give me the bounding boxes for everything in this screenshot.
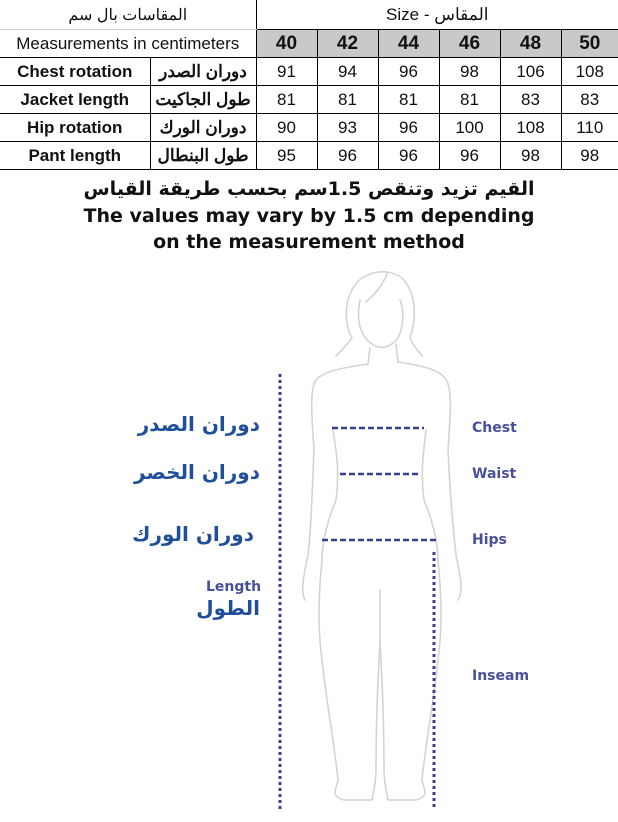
cell: 106 xyxy=(500,58,561,86)
cell: 93 xyxy=(317,114,378,142)
label-hip-ar: دوران الورك xyxy=(132,522,254,546)
label-waist-ar: دوران الخصر xyxy=(133,460,260,484)
cell: 98 xyxy=(439,58,500,86)
label-chest-en: Chest xyxy=(472,420,517,436)
note-english-line1: The values may vary by 1.5 cm depending xyxy=(83,205,535,227)
size-42: 42 xyxy=(317,30,378,58)
cell: 81 xyxy=(439,86,500,114)
label-length-en: Length xyxy=(206,579,262,595)
table-row-pant xyxy=(0,142,618,170)
row-label-ar: طول الجاكيت xyxy=(150,86,256,114)
cell: 98 xyxy=(500,142,561,170)
body-figure-icon xyxy=(0,262,618,822)
size-chart-table xyxy=(0,0,618,170)
cell: 83 xyxy=(500,86,561,114)
size-50: 50 xyxy=(561,30,618,58)
note-arabic: القيم تزيد وتنقص 1.5سم بحسب طريقة القياس xyxy=(83,178,535,200)
table-header-size: Size - المقاس xyxy=(256,0,618,30)
cell: 95 xyxy=(256,142,317,170)
cell: 96 xyxy=(317,142,378,170)
size-44: 44 xyxy=(378,30,439,58)
size-46: 46 xyxy=(439,30,500,58)
row-label-en: Pant length xyxy=(0,142,150,170)
cell: 81 xyxy=(378,86,439,114)
measurements-label: Measurements in centimeters xyxy=(0,30,256,58)
cell: 96 xyxy=(378,114,439,142)
label-hips-en: Hips xyxy=(472,532,507,548)
cell: 96 xyxy=(439,142,500,170)
cell: 108 xyxy=(500,114,561,142)
size-40: 40 xyxy=(256,30,317,58)
table-row-hip xyxy=(0,114,618,142)
cell: 98 xyxy=(561,142,618,170)
cell: 91 xyxy=(256,58,317,86)
cell: 108 xyxy=(561,58,618,86)
table-row-chest xyxy=(0,58,618,86)
cell: 110 xyxy=(561,114,618,142)
row-label-en: Chest rotation xyxy=(0,58,150,86)
cell: 83 xyxy=(561,86,618,114)
label-chest-ar: دوران الصدر xyxy=(137,412,260,436)
size-48: 48 xyxy=(500,30,561,58)
table-header-arabic: المقاسات بال سم xyxy=(0,0,256,30)
label-waist-en: Waist xyxy=(472,466,517,482)
cell: 96 xyxy=(378,58,439,86)
label-length-ar: الطول xyxy=(196,596,260,620)
cell: 81 xyxy=(256,86,317,114)
cell: 94 xyxy=(317,58,378,86)
row-label-ar: دوران الصدر xyxy=(150,58,256,86)
row-label-en: Jacket length xyxy=(0,86,150,114)
cell: 96 xyxy=(378,142,439,170)
cell: 81 xyxy=(317,86,378,114)
measurement-diagram xyxy=(0,262,618,822)
cell: 90 xyxy=(256,114,317,142)
row-label-ar: دوران الورك xyxy=(150,114,256,142)
note-english-line2: on the measurement method xyxy=(153,231,465,253)
row-label-en: Hip rotation xyxy=(0,114,150,142)
label-inseam-en: Inseam xyxy=(472,668,530,684)
cell: 100 xyxy=(439,114,500,142)
table-row-jacket xyxy=(0,86,618,114)
row-label-ar: طول البنطال xyxy=(150,142,256,170)
